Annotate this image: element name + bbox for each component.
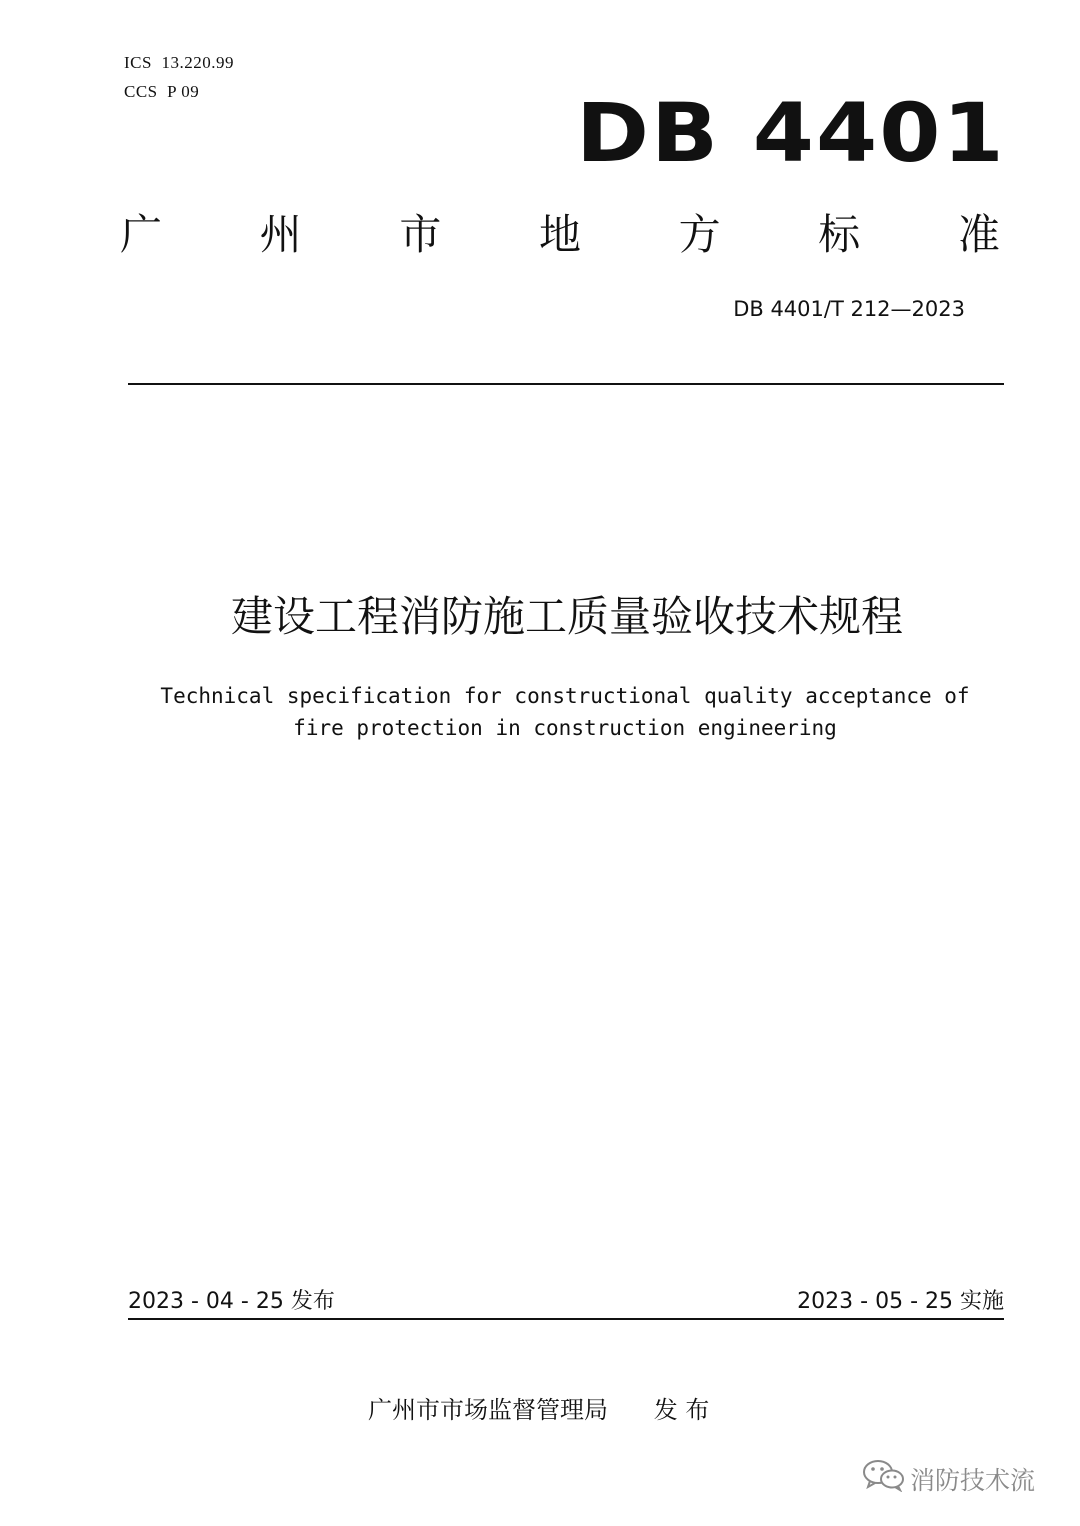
title-chinese: 建设工程消防施工质量验收技术规程 [230,592,903,641]
standard-type-char: 广 [120,210,163,259]
implement-date: 2023 - 05 - 25 实施 [797,1289,1004,1314]
standard-type-char: 地 [538,210,581,259]
ccs-code: CCS P 09 [124,82,200,101]
standard-type-char: 州 [259,210,302,259]
top-divider [128,383,1004,385]
standard-type-char: 方 [678,210,721,259]
standard-type-char: 标 [818,210,861,259]
ics-code: ICS 13.220.99 [124,53,234,72]
db-logo: DB 4401 [576,85,1006,181]
watermark-text: 消防技术流 [910,1466,1036,1495]
title-english-line2: fire protection in construction engineering [293,716,837,740]
watermark [862,1458,1035,1504]
standard-type-char: 准 [957,210,1000,259]
title-english-line1: Technical specification for constructional quality acceptance of [160,684,970,708]
bottom-divider [128,1318,1004,1320]
wechat-icon [862,1458,910,1504]
standard-type-char: 市 [399,210,442,259]
issuer: 广州市市场监督管理局 发 布 [368,1396,710,1424]
standard-number: DB 4401/T 212—2023 [733,297,965,321]
publish-date: 2023 - 04 - 25 发布 [128,1289,335,1314]
standard-type [120,207,1000,263]
